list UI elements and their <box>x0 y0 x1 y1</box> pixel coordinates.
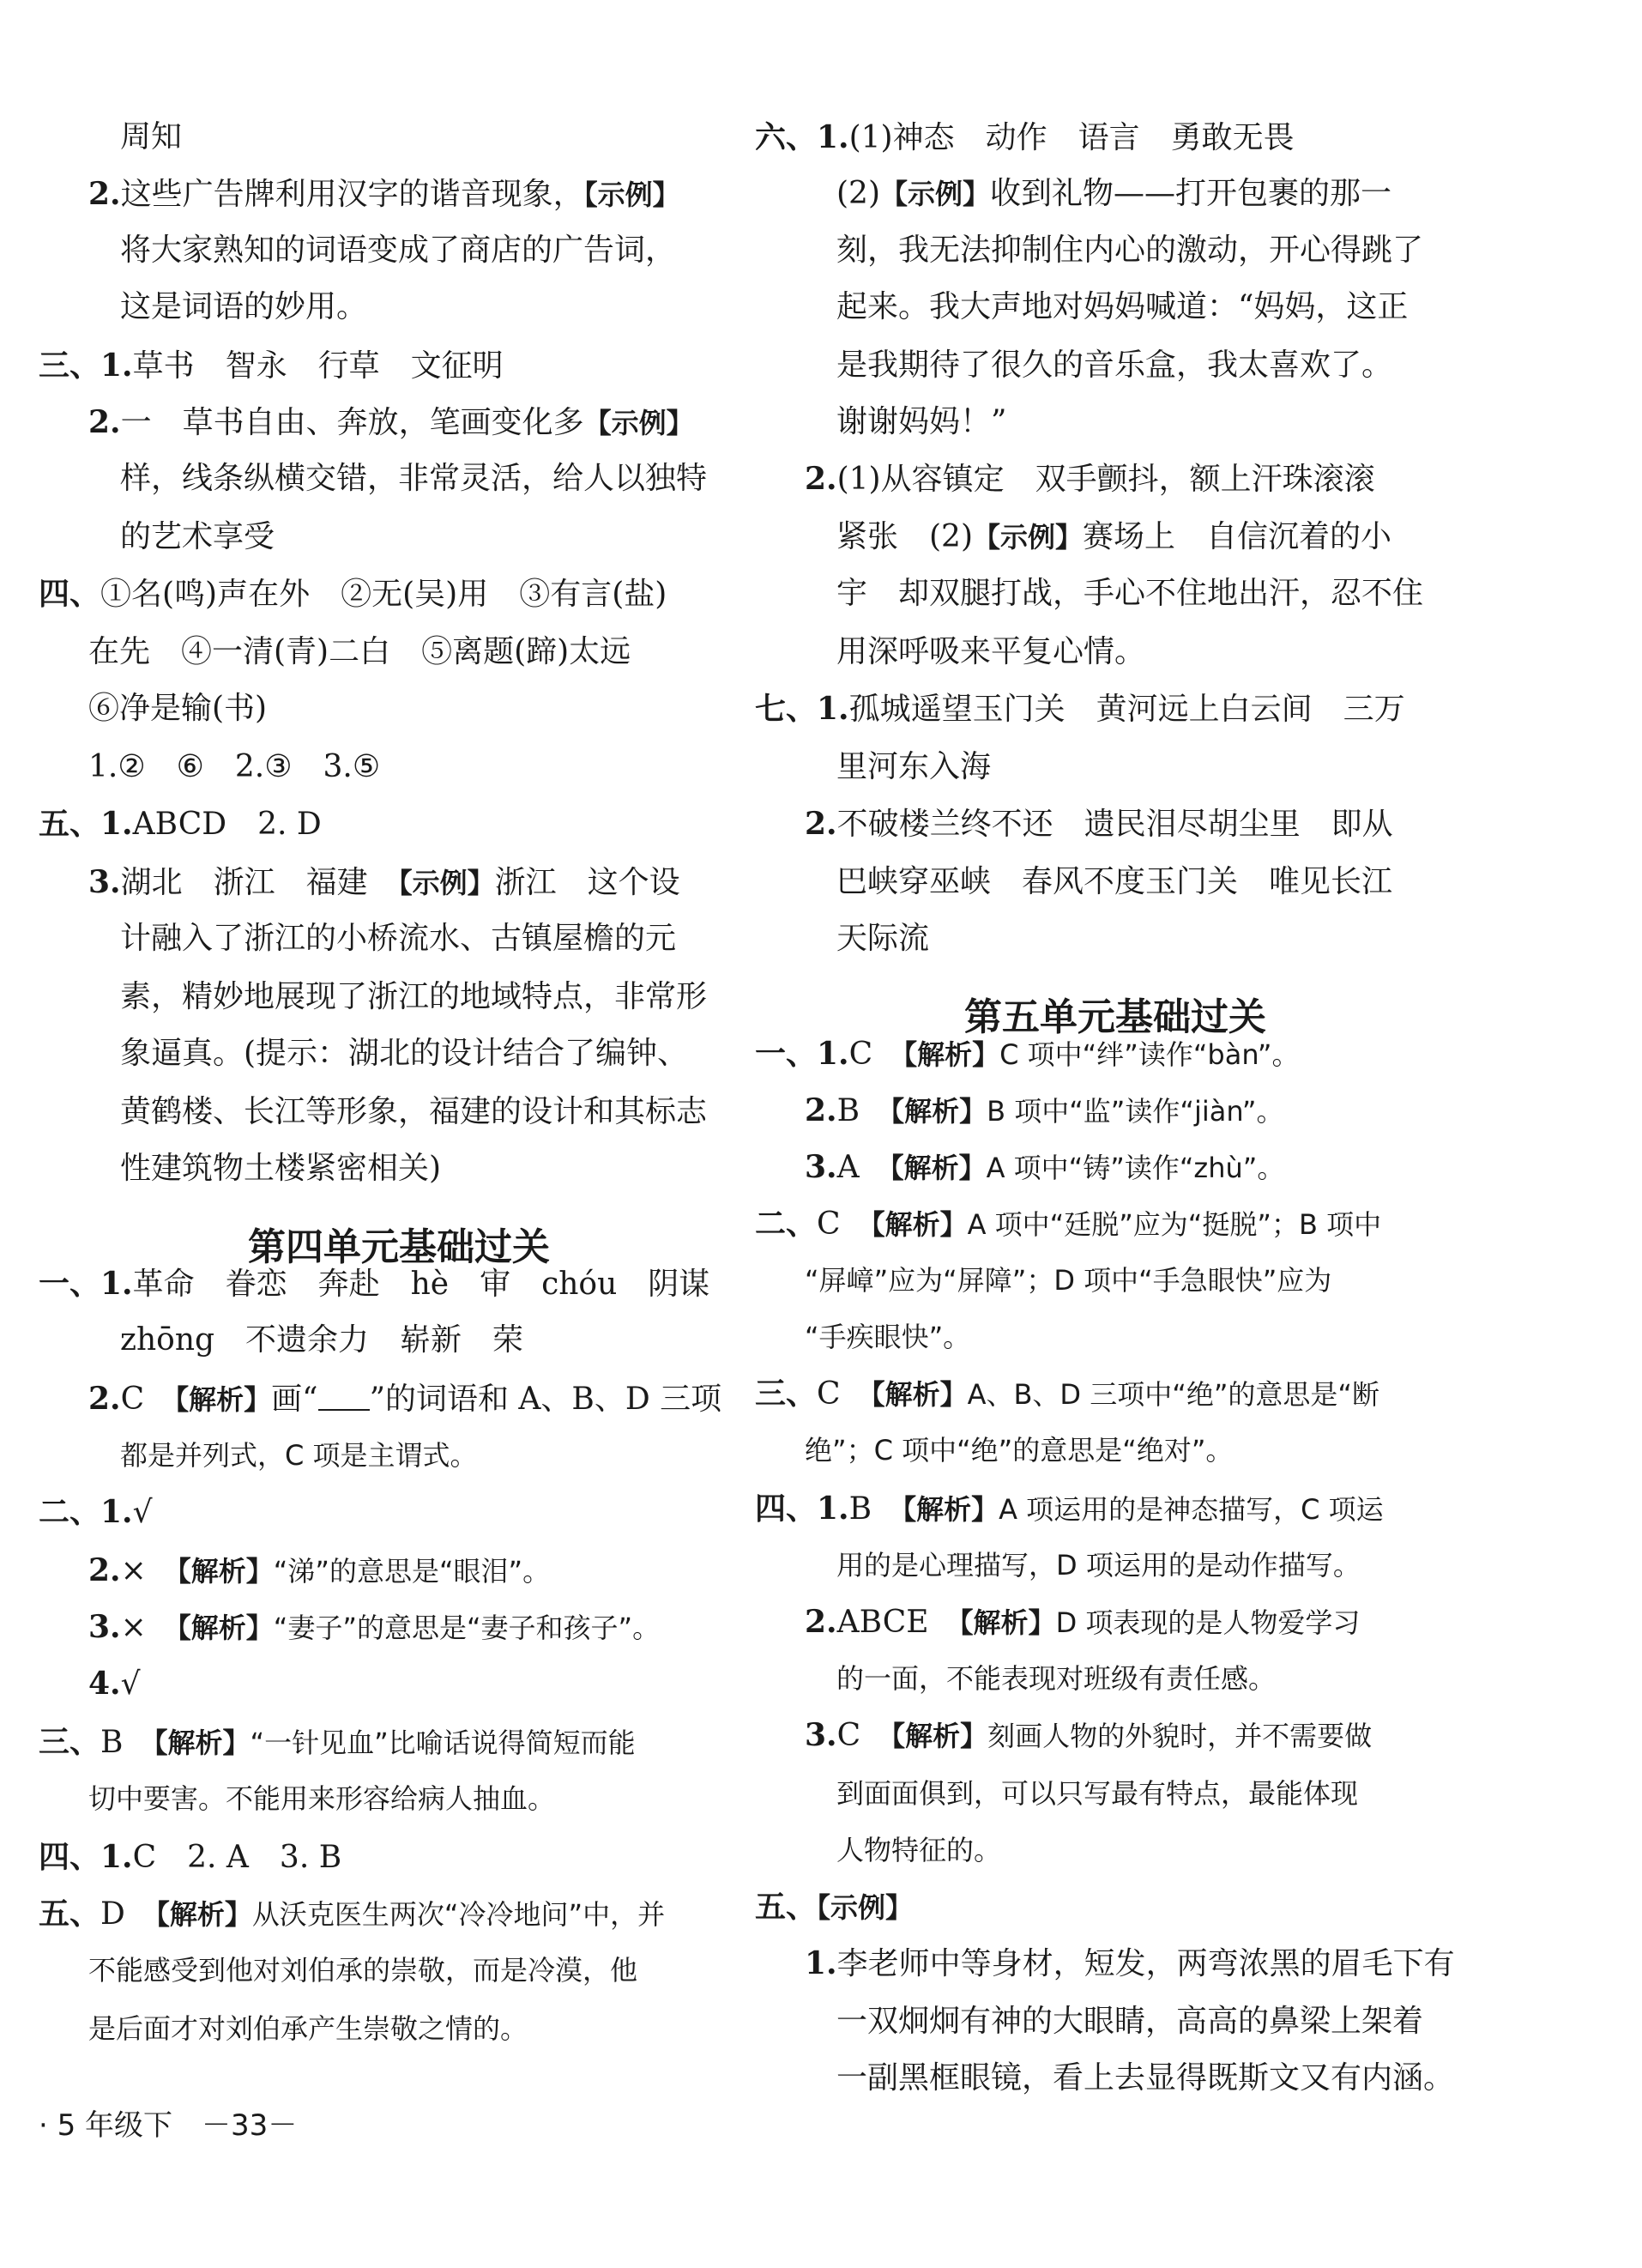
analysis-text: 用的是心理描写，D 项运用的是动作描写。 <box>836 1549 1361 1582</box>
answer-line <box>755 1375 1379 1412</box>
answer-line <box>805 1431 1233 1469</box>
answer-line <box>120 1321 523 1359</box>
item-number: 一、1. <box>39 1266 133 1302</box>
item-number: 七、1. <box>755 691 849 727</box>
answer-line <box>836 1831 1001 1869</box>
answer-line <box>836 2059 1454 2097</box>
answer-line <box>836 288 1408 326</box>
answer-text: 湖北 浙江 福建 <box>120 865 399 900</box>
item-number: 3. <box>805 1149 837 1185</box>
answer-line <box>88 863 680 901</box>
item-number: 五、 <box>39 1896 101 1932</box>
answer-text: 的艺术享受 <box>120 519 275 554</box>
answer-line <box>805 1261 1331 1299</box>
analysis-text: 切中要害。不能用来形容给病人抽血。 <box>88 1782 556 1815</box>
answer-text: 用深呼吸来平复心情。 <box>836 634 1146 669</box>
answer-text: C <box>817 1376 872 1412</box>
analysis-text: “妻子”的意思是“妻子和孩子”。 <box>273 1612 661 1644</box>
analysis-tag: 【解析】 <box>177 1555 274 1588</box>
analysis-text: 的一面，不能表现对班级有责任感。 <box>836 1662 1277 1695</box>
answer-text: 性建筑物土楼紧密相关) <box>120 1151 442 1186</box>
item-number: 2. <box>88 1381 121 1417</box>
answer-text: C 2. A 3. B <box>132 1840 342 1875</box>
answer-text: √ <box>132 1495 153 1530</box>
answer-text: 素，精妙地展现了浙江的地域特点，非常形 <box>120 979 708 1014</box>
answer-line <box>88 175 680 213</box>
item-number: 一、1. <box>755 1036 849 1072</box>
analysis-text: A 项中“铸”读作“zhù”。 <box>986 1152 1285 1184</box>
answer-line <box>120 1093 707 1131</box>
answer-text: 周知 <box>120 119 183 154</box>
analysis-tag: 【解析】 <box>154 1727 251 1759</box>
answer-line <box>120 978 707 1016</box>
answer-line <box>836 1660 1276 1697</box>
answer-text: 是我期待了很久的音乐盒，我太喜欢了。 <box>836 348 1393 383</box>
answer-text: 象逼真。(提示：湖北的设计结合了编钟、 <box>120 1036 689 1071</box>
answer-line <box>88 1551 550 1589</box>
answer-line <box>88 1608 660 1646</box>
page-footer: · 5 年级下 －33－ <box>39 2108 298 2143</box>
analysis-tag: 【解析】 <box>902 1493 999 1526</box>
answer-text: C <box>817 1207 872 1242</box>
item-number: 二、1. <box>39 1494 133 1530</box>
answer-text: ⑥净是输(书) <box>88 691 268 726</box>
item-number: 2. <box>805 806 837 842</box>
answer-line <box>836 347 1392 384</box>
answer-line <box>805 1944 1455 1982</box>
answer-line <box>755 1490 1384 1527</box>
answer-line <box>120 118 182 156</box>
answer-text: 赛场上 自信沉着的小 <box>1083 519 1392 554</box>
analysis-tag: 【示例】 <box>817 1891 914 1924</box>
answer-text: (2) <box>836 176 880 211</box>
answer-text: 孤城遥望玉门关 黄河远上白云间 三万 <box>848 692 1405 727</box>
item-number: 3. <box>88 1609 121 1645</box>
answer-line <box>39 575 667 613</box>
analysis-text: 绝”；C 项中“绝”的意思是“绝对”。 <box>805 1434 1234 1467</box>
analysis-text: 到面面俱到，可以只写最有特点，最能体现 <box>836 1777 1359 1810</box>
analysis-text: C 项中“绊”读作“bàn”。 <box>999 1038 1300 1071</box>
answer-line <box>836 175 1391 213</box>
analysis-text: A 项中“廷脱”应为“挺脱”；B 项中 <box>967 1208 1382 1241</box>
analysis-text: B 项中“监”读作“jiàn”。 <box>987 1095 1284 1128</box>
answer-text: 收到礼物——打开包裹的那一 <box>990 176 1392 211</box>
analysis-tag: 【解析】 <box>890 1095 987 1128</box>
answer-text: 紧张 (2) <box>836 519 973 554</box>
answer-text: 谢谢妈妈！” <box>836 404 1007 439</box>
answer-line <box>836 2003 1423 2041</box>
answer-text: 天际流 <box>836 921 930 956</box>
answer-line <box>88 1665 141 1703</box>
analysis-text: 刻画人物的外貌时，并不需要做 <box>987 1720 1373 1752</box>
answer-line <box>88 748 380 786</box>
answer-text: 李老师中等身材，短发，两弯浓黑的眉毛下有 <box>836 1946 1455 1981</box>
item-number: 3. <box>88 864 121 900</box>
answer-text: ”的词语和 A、B、D 三项 <box>369 1382 722 1417</box>
answer-line <box>805 1716 1372 1754</box>
answer-text: C <box>836 1718 892 1753</box>
analysis-text: 不能感受到他对刘伯承的崇敬，而是冷漠，他 <box>88 1954 638 1987</box>
answer-text: zhōng 不遗余力 崭新 荣 <box>120 1322 524 1358</box>
answer-line <box>39 1723 636 1761</box>
answer-line <box>836 518 1391 556</box>
item-number: 3. <box>805 1717 837 1753</box>
answer-line <box>39 1838 341 1876</box>
answer-text: 一 草书自由、奔放，笔画变化多 <box>120 405 584 440</box>
analysis-tag: 【示例】 <box>973 521 1084 553</box>
item-number: 2. <box>805 1092 837 1128</box>
answer-line <box>836 633 1145 671</box>
answer-line <box>755 1888 913 1926</box>
answer-line <box>39 347 504 384</box>
answer-line <box>88 1380 721 1418</box>
example-tag: 【示例】 <box>583 407 694 439</box>
answer-text: D <box>100 1896 156 1932</box>
answer-line <box>836 403 1006 441</box>
answer-text: 一双炯炯有神的大眼睛，高高的鼻梁上架着 <box>836 2004 1424 2039</box>
item-number: 四、1. <box>755 1491 849 1527</box>
analysis-text: A、B、D 三项中“绝”的意思是“断 <box>967 1378 1379 1411</box>
answer-text: (1)神态 动作 语言 勇敢无畏 <box>848 120 1295 155</box>
answer-text: 1.② ⑥ 2.③ 3.⑤ <box>88 749 381 784</box>
answer-text: C <box>848 1037 904 1072</box>
answer-line <box>805 1148 1284 1186</box>
answer-line <box>88 1780 555 1817</box>
analysis-tag: 【示例】 <box>398 867 495 899</box>
analysis-tag: 【示例】 <box>880 178 991 210</box>
item-number: 2. <box>805 1604 837 1640</box>
answer-text: ABCE <box>836 1605 960 1640</box>
answer-line <box>120 288 367 326</box>
answer-text: 宇 却双腿打战，手心不住地出汗，忍不住 <box>836 576 1424 611</box>
item-number: 三、1. <box>39 348 133 384</box>
answer-line <box>88 1951 637 1989</box>
answer-line <box>120 1150 441 1188</box>
answer-text: 刻，我无法抑制住内心的激动，开心得跳了 <box>836 233 1424 268</box>
analysis-tag: 【解析】 <box>175 1383 272 1416</box>
answer-line <box>88 403 694 441</box>
analysis-text: 是后面才对刘伯承产生崇敬之情的。 <box>88 2012 528 2045</box>
answer-line <box>120 920 676 958</box>
item-number: 二、 <box>755 1206 818 1242</box>
item-number: 五、 <box>755 1889 818 1925</box>
answer-line <box>755 1205 1381 1243</box>
analysis-tag: 【解析】 <box>959 1606 1056 1639</box>
answer-text: B <box>836 1093 891 1128</box>
answer-line <box>120 1035 688 1073</box>
analysis-text: A 项运用的是神态描写，C 项运 <box>999 1493 1384 1526</box>
item-number: 2. <box>88 404 121 440</box>
answer-text: A <box>836 1150 890 1185</box>
analysis-text: D 项表现的是人物爱学习 <box>1055 1606 1361 1639</box>
item-number: 四、1. <box>39 1839 133 1875</box>
item-number: 三、 <box>755 1376 818 1412</box>
answer-line <box>120 460 707 498</box>
item-number: 2. <box>805 461 837 497</box>
answer-line <box>88 633 631 671</box>
analysis-text: “涕”的意思是“眼泪”。 <box>273 1555 551 1588</box>
answer-text: 这是词语的妙用。 <box>120 289 368 324</box>
answer-line <box>805 460 1375 498</box>
answer-text: 草书 智永 行草 文征明 <box>132 348 504 384</box>
answer-text: 不破楼兰终不还 遗民泪尽胡尘里 即从 <box>836 807 1393 842</box>
answer-line <box>755 690 1405 728</box>
answer-line <box>836 920 929 958</box>
analysis-text: “手疾眼快”。 <box>805 1321 971 1353</box>
analysis-tag: 【解析】 <box>871 1208 968 1241</box>
answer-line <box>836 1775 1358 1812</box>
item-number: 1. <box>805 1945 837 1981</box>
analysis-tag: 【解析】 <box>890 1152 987 1184</box>
answer-line <box>88 690 267 728</box>
item-number: 三、 <box>39 1724 101 1760</box>
answer-line <box>39 1895 665 1932</box>
answer-line <box>39 1493 153 1531</box>
answer-line <box>120 518 275 556</box>
answer-line <box>755 118 1295 156</box>
answer-line <box>805 805 1393 843</box>
answer-text: 起来。我大声地对妈妈喊道：“妈妈，这正 <box>836 289 1409 324</box>
answer-line <box>836 863 1392 901</box>
analysis-text: “一针见血”比喻话说得简短而能 <box>250 1727 636 1759</box>
answer-text: 黄鹤楼、长江等形象，福建的设计和其标志 <box>120 1094 708 1129</box>
answer-line <box>805 1603 1360 1641</box>
example-tag: 【示例】 <box>583 178 680 211</box>
answer-text: 计融入了浙江的小桥流水、古镇屋檐的元 <box>120 921 677 956</box>
answer-line <box>39 1265 709 1303</box>
answer-line <box>836 748 991 786</box>
answer-text: B <box>848 1491 903 1527</box>
answer-line <box>39 805 322 843</box>
answer-text: 革命 眷恋 奔赴 hè 审 chóu 阴谋 <box>132 1267 710 1302</box>
answer-line <box>120 1436 478 1474</box>
analysis-tag: 【解析】 <box>903 1038 1000 1071</box>
analysis-tag: 【解析】 <box>871 1378 968 1411</box>
answer-text: 巴峡穿巫峡 春风不度玉门关 唯见长江 <box>836 864 1393 899</box>
answer-text: B <box>100 1725 154 1760</box>
answer-line <box>805 1092 1283 1129</box>
analysis-text: 都是并列式，C 项是主谓式。 <box>120 1439 478 1472</box>
analysis-text: “屏嶂”应为“屏障”；D 项中“手急眼快”应为 <box>805 1264 1332 1297</box>
unit-5-heading: 第五单元基础过关 <box>964 995 1266 1039</box>
item-number: 四、 <box>39 576 101 612</box>
answer-text: × <box>120 1610 178 1645</box>
answer-text: 样，线条纵横交错，非常灵活，给人以独特 <box>120 461 708 496</box>
answer-line <box>805 1318 970 1356</box>
analysis-text: 人物特征的。 <box>836 1834 1002 1866</box>
answer-text: (1)从容镇定 双手颤抖，额上汗珠滚滚 <box>836 462 1375 497</box>
item-number: 4. <box>88 1666 121 1702</box>
answer-text: 浙江 这个设 <box>494 865 680 900</box>
underline-blank <box>318 1392 370 1411</box>
analysis-tag: 【解析】 <box>177 1612 274 1644</box>
answer-line <box>120 232 676 269</box>
answer-text: 里河东入海 <box>836 749 992 784</box>
answer-line <box>755 1035 1299 1073</box>
analysis-tag: 【解析】 <box>891 1720 988 1752</box>
item-number: 2. <box>88 1552 121 1588</box>
item-number: 五、1. <box>39 806 133 842</box>
answer-text: √ <box>120 1666 141 1702</box>
item-number: 2. <box>88 176 121 212</box>
answer-text: 一副黑框眼镜，看上去显得既斯文又有内涵。 <box>836 2060 1455 2096</box>
answer-line <box>836 575 1423 613</box>
analysis-tag: 【解析】 <box>155 1898 252 1931</box>
answer-text: 这些广告牌利用汉字的谐音现象， <box>120 177 584 212</box>
answer-text: ABCD 2. D <box>132 807 322 842</box>
answer-text: C <box>120 1382 176 1417</box>
unit-4-heading: 第四单元基础过关 <box>248 1225 550 1269</box>
answer-text: × <box>120 1553 178 1588</box>
answer-text: 画“ <box>271 1382 318 1417</box>
answer-text: 在先 ④一清(青)二白 ⑤离题(蹄)太远 <box>88 634 631 669</box>
analysis-text: 从沃克医生两次“冷冷地问”中，并 <box>251 1898 666 1931</box>
answer-text: 将大家熟知的词语变成了商店的广告词， <box>120 233 677 268</box>
answer-line <box>836 1546 1361 1584</box>
answer-line <box>836 232 1423 269</box>
item-number: 六、1. <box>755 119 849 155</box>
answer-line <box>88 2010 528 2047</box>
answer-text: ①名(鸣)声在外 ②无(吴)用 ③有言(盐) <box>100 577 667 612</box>
